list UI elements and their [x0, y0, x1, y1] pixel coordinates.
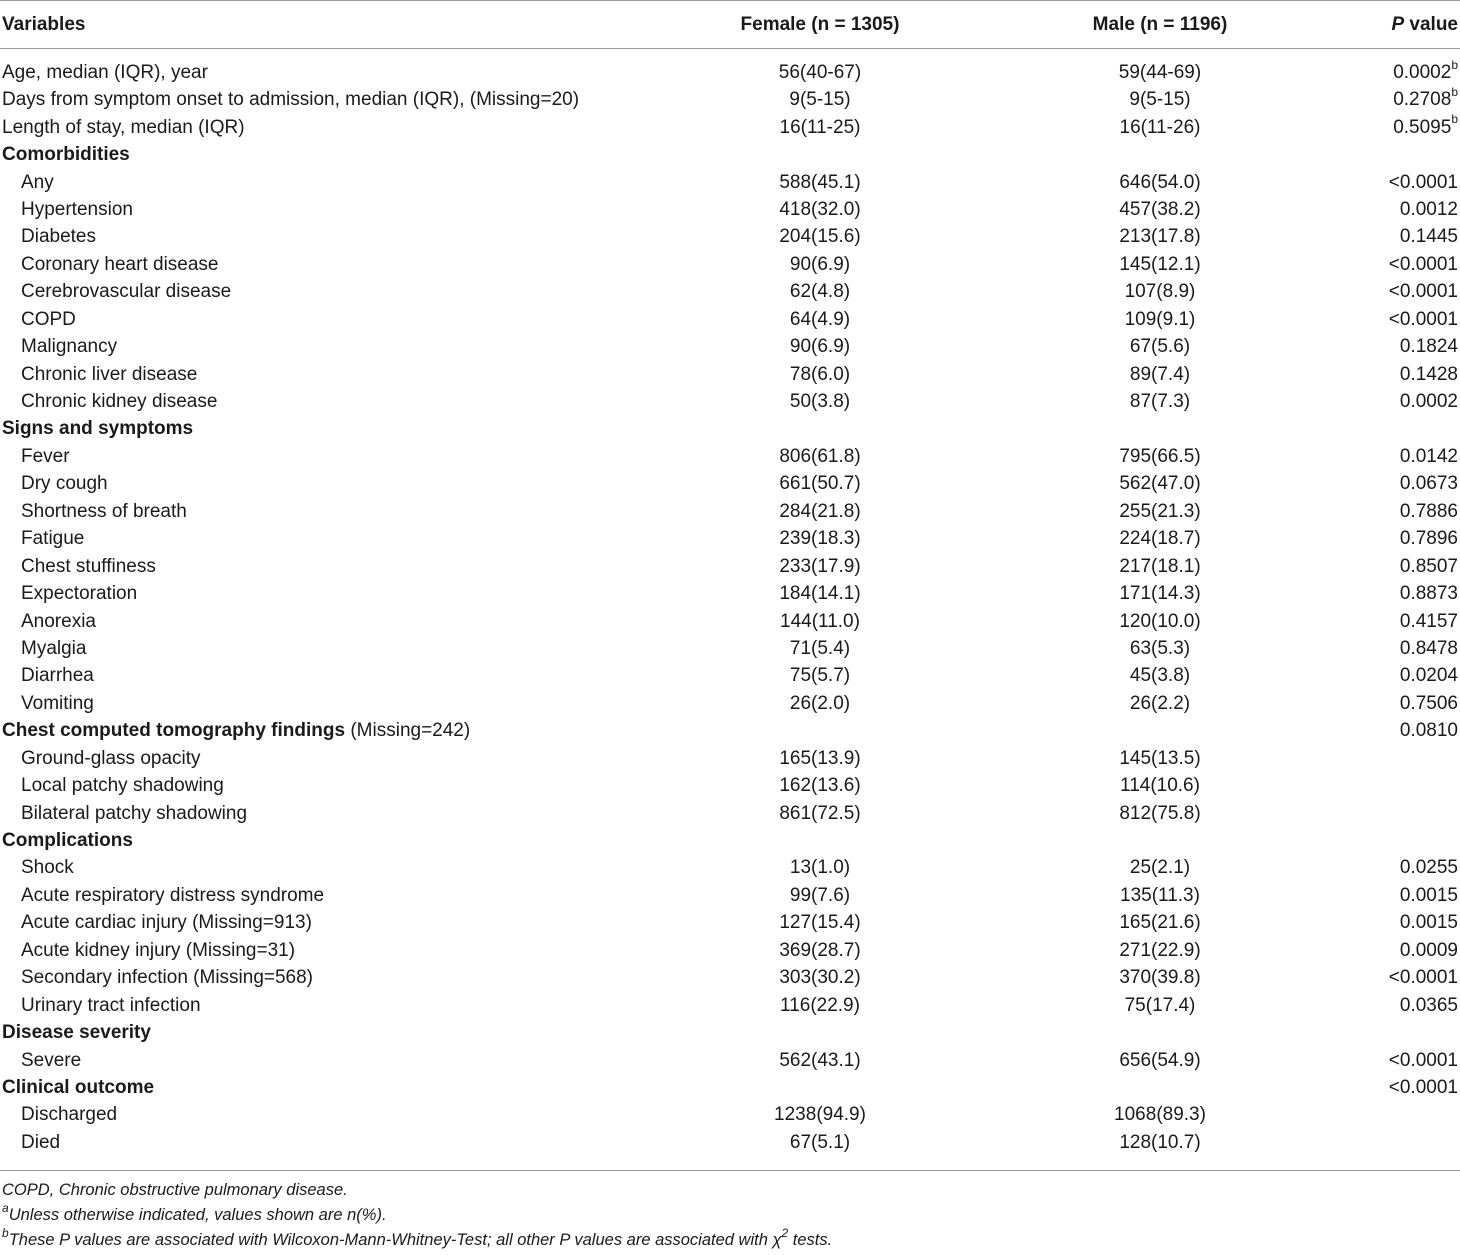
row-label	[0, 333, 640, 360]
table-row	[0, 251, 1460, 278]
cell-male: 255(21.3)	[1119, 500, 1201, 522]
cell-female: 806(61.8)	[779, 445, 861, 467]
cell-female: 144(11.0)	[780, 610, 860, 632]
cell-male: 271(22.9)	[1119, 939, 1201, 961]
cell-male	[1000, 1074, 1320, 1101]
cell-female: 661(50.7)	[779, 473, 861, 495]
row-label	[0, 168, 640, 195]
cell-female: 50(3.8)	[789, 391, 851, 413]
row-label	[0, 991, 640, 1018]
cell-female	[640, 1019, 1000, 1046]
row-label	[0, 580, 640, 607]
p-value-text: 0.4157	[1399, 610, 1458, 632]
row-label	[0, 607, 640, 634]
table-row	[0, 525, 1460, 552]
footnote-a-text: Unless otherwise indicated, values shown are n(%).	[8, 1206, 387, 1224]
table-row	[0, 745, 1460, 772]
row-label	[0, 498, 640, 525]
table-row	[0, 360, 1460, 387]
row-label-text: Severe	[21, 1049, 82, 1071]
p-value-text: 0.1824	[1399, 336, 1458, 358]
cell-p-value	[1320, 690, 1460, 717]
cell-p-value	[1320, 223, 1460, 250]
cell-female: 90(6.9)	[789, 253, 851, 275]
row-label-text: Clinical outcome	[2, 1076, 155, 1098]
cell-p-value	[1320, 717, 1460, 744]
cell-male: 1068(89.3)	[1114, 1104, 1206, 1126]
cell-female: 233(17.9)	[779, 555, 861, 577]
table-row	[0, 278, 1460, 305]
row-label	[0, 882, 640, 909]
cell-female: 62(4.8)	[789, 281, 851, 303]
row-label-text: Cerebrovascular disease	[21, 281, 232, 303]
cell-female	[640, 415, 1000, 442]
cell-p-value	[1320, 827, 1460, 854]
row-label-text: Signs and symptoms	[2, 418, 194, 440]
cell-p-value	[1320, 333, 1460, 360]
cell-p-value	[1320, 443, 1460, 470]
section-row	[0, 415, 1460, 442]
row-label	[0, 388, 640, 415]
footnote-b-chi: χ	[772, 1231, 782, 1249]
cell-female: 67(5.1)	[789, 1131, 851, 1153]
row-label	[0, 1074, 640, 1101]
footnote-b-tail: tests.	[788, 1231, 833, 1249]
cell-female: 1238(94.9)	[774, 1104, 866, 1126]
row-label	[0, 690, 640, 717]
cell-p-value	[1320, 882, 1460, 909]
cell-female: 562(43.1)	[779, 1049, 861, 1071]
row-label-text: Secondary infection (Missing=568)	[21, 967, 314, 989]
cell-female: 239(18.3)	[779, 528, 861, 550]
row-label-text: Fatigue	[21, 528, 85, 550]
row-label	[0, 745, 640, 772]
row-label-text: COPD	[21, 308, 76, 330]
cell-female: 9(5-15)	[789, 89, 851, 111]
footnote-a	[0, 1200, 387, 1225]
row-label	[0, 1101, 640, 1128]
p-value-text: <0.0001	[1388, 253, 1458, 275]
row-label-text: Chest stuffiness	[21, 555, 156, 577]
row-label	[0, 1129, 640, 1156]
table-row	[0, 607, 1460, 634]
cell-p-value	[1320, 196, 1460, 223]
row-label-text: Chronic liver disease	[21, 363, 198, 385]
table-row	[0, 964, 1460, 991]
cell-p-value	[1320, 1101, 1460, 1128]
row-label-text: Urinary tract infection	[21, 994, 201, 1016]
footnote-b	[0, 1225, 833, 1250]
row-label-text: Diarrhea	[21, 665, 94, 687]
cell-p-value	[1320, 86, 1460, 113]
row-label	[0, 909, 640, 936]
p-value-text: 0.0009	[1399, 939, 1458, 961]
p-value-text: <0.0001	[1388, 967, 1458, 989]
p-value-text: 0.8507	[1399, 555, 1458, 577]
row-label	[0, 49, 640, 87]
row-label-text: Vomiting	[21, 692, 94, 714]
footnote-a-mark: a	[2, 1200, 9, 1215]
cell-female: 75(5.7)	[789, 665, 851, 687]
cell-male: 114(10.6)	[1120, 775, 1200, 797]
table-row	[0, 306, 1460, 333]
section-row	[0, 827, 1460, 854]
row-label-text: Any	[21, 171, 54, 193]
table-row	[0, 168, 1460, 195]
p-value-text: 0.7886	[1399, 500, 1458, 522]
row-label	[0, 278, 640, 305]
cell-male: 109(9.1)	[1124, 308, 1196, 330]
cell-male: 63(5.3)	[1129, 637, 1191, 659]
cell-p-value	[1320, 772, 1460, 799]
table-row	[0, 1046, 1460, 1073]
table-row	[0, 552, 1460, 579]
cell-male	[1000, 141, 1320, 168]
cell-p-value	[1320, 278, 1460, 305]
row-label	[0, 854, 640, 881]
row-label-text: Chest computed tomography findings	[2, 720, 346, 742]
p-value-footnote-mark: b	[1451, 84, 1458, 99]
row-label-text: Diabetes	[21, 226, 96, 248]
cell-male: 59(44-69)	[1118, 62, 1202, 83]
cell-female: 56(40-67)	[778, 62, 862, 83]
header-variables: Variables	[0, 1, 640, 49]
cell-male: 795(66.5)	[1119, 445, 1201, 467]
cell-female	[640, 1074, 1000, 1101]
table-row	[0, 580, 1460, 607]
cell-p-value	[1320, 1019, 1460, 1046]
cell-female: 284(21.8)	[779, 500, 861, 522]
p-value-text: 0.0002	[1393, 62, 1452, 83]
row-label-text: Complications	[2, 830, 133, 852]
row-label-text: Myalgia	[21, 637, 87, 659]
row-label-text: Acute kidney injury (Missing=31)	[21, 939, 296, 961]
cell-female: 162(13.6)	[779, 775, 861, 797]
row-label	[0, 415, 640, 442]
row-label	[0, 360, 640, 387]
row-label-text: Died	[21, 1131, 61, 1153]
row-label-note: (Missing=242)	[345, 720, 471, 742]
row-label	[0, 86, 640, 113]
cell-male: 45(3.8)	[1129, 665, 1191, 687]
cell-male: 217(18.1)	[1119, 555, 1201, 577]
table-row	[0, 690, 1460, 717]
cell-male: 370(39.8)	[1119, 967, 1201, 989]
p-value-text: 0.0142	[1399, 445, 1458, 467]
cell-p-value	[1320, 937, 1460, 964]
p-value-text: 0.0255	[1399, 857, 1458, 879]
table-row	[0, 799, 1460, 826]
cell-male: 562(47.0)	[1119, 473, 1201, 495]
cell-female: 861(72.5)	[779, 802, 861, 824]
cell-p-value	[1320, 662, 1460, 689]
cell-p-value	[1320, 251, 1460, 278]
p-value-text: 0.1428	[1399, 363, 1458, 385]
p-value-text: 0.1445	[1399, 226, 1458, 248]
row-label-text: Shock	[21, 857, 74, 879]
cell-female: 588(45.1)	[779, 171, 861, 193]
p-value-footnote-mark: b	[1451, 112, 1458, 127]
row-label-text: Dry cough	[21, 473, 108, 495]
p-value-text: <0.0001	[1388, 171, 1458, 193]
p-value-text: 0.0673	[1399, 473, 1458, 495]
table-row	[0, 882, 1460, 909]
row-label	[0, 141, 640, 168]
cell-p-value	[1320, 168, 1460, 195]
cell-female: 64(4.9)	[789, 308, 851, 330]
cell-male: 145(12.1)	[1119, 253, 1201, 275]
row-label	[0, 772, 640, 799]
cell-p-value	[1320, 991, 1460, 1018]
p-value-text: 0.0204	[1399, 665, 1458, 687]
row-label	[0, 937, 640, 964]
footnote-b-text: These P values are associated with Wilcoxon-Mann-Whitney-Test; all other P values are associated with	[8, 1231, 773, 1249]
row-label-text: Comorbidities	[2, 144, 130, 166]
row-label	[0, 799, 640, 826]
header-p-rest: value	[1404, 13, 1458, 35]
table-row	[0, 470, 1460, 497]
cell-male	[1000, 1019, 1320, 1046]
cell-female: 165(13.9)	[779, 747, 861, 769]
cell-male: 89(7.4)	[1129, 363, 1191, 385]
row-label	[0, 443, 640, 470]
section-row	[0, 1074, 1460, 1101]
row-label-text: Coronary heart disease	[21, 253, 219, 275]
table-row	[0, 635, 1460, 662]
cell-male: 120(10.0)	[1119, 610, 1201, 632]
cell-male: 25(2.1)	[1129, 857, 1191, 879]
row-label-text: Days from symptom onset to admission, median (IQR), (Missing=20)	[2, 89, 580, 111]
cell-female	[640, 141, 1000, 168]
table-row	[0, 196, 1460, 223]
cell-p-value	[1320, 1074, 1460, 1101]
cell-female: 369(28.7)	[779, 939, 861, 961]
cell-female: 26(2.0)	[789, 692, 851, 714]
row-label-text: Acute respiratory distress syndrome	[21, 884, 325, 906]
header-p-letter: P	[1391, 13, 1405, 35]
table-row	[0, 1101, 1460, 1128]
cell-male: 128(10.7)	[1119, 1131, 1201, 1153]
row-label	[0, 223, 640, 250]
cell-female: 13(1.0)	[789, 857, 851, 879]
row-label	[0, 1046, 640, 1073]
p-value-text: <0.0001	[1388, 1076, 1458, 1098]
row-label-text: Age, median (IQR), year	[2, 62, 208, 83]
p-value-text: 0.0365	[1399, 994, 1458, 1016]
cell-male: 213(17.8)	[1119, 226, 1201, 248]
cell-p-value	[1320, 360, 1460, 387]
cell-male: 812(75.8)	[1119, 802, 1201, 824]
cell-female: 184(14.1)	[779, 583, 861, 605]
p-value-text: 0.0015	[1399, 884, 1458, 906]
cell-female: 78(6.0)	[789, 363, 851, 385]
cell-p-value	[1320, 635, 1460, 662]
table-row	[0, 223, 1460, 250]
cell-p-value	[1320, 799, 1460, 826]
p-value-text: 0.0810	[1399, 720, 1458, 742]
row-label	[0, 196, 640, 223]
cell-female: 16(11-25)	[779, 116, 861, 138]
row-label-text: Expectoration	[21, 583, 138, 605]
cell-male: 107(8.9)	[1124, 281, 1196, 303]
p-value-text: 0.0002	[1399, 391, 1458, 413]
p-value-text: 0.2708	[1393, 89, 1452, 111]
cell-male	[1000, 717, 1320, 744]
cell-p-value	[1320, 141, 1460, 168]
row-label-text: Discharged	[21, 1104, 118, 1126]
table-row	[0, 854, 1460, 881]
p-value-footnote-mark: b	[1451, 57, 1458, 72]
cell-p-value	[1320, 1046, 1460, 1073]
section-row	[0, 1019, 1460, 1046]
cell-male: 135(11.3)	[1120, 884, 1200, 906]
cell-p-value	[1320, 388, 1460, 415]
cell-male: 9(5-15)	[1129, 89, 1191, 111]
p-value-text: 0.8478	[1399, 637, 1458, 659]
row-label	[0, 717, 640, 744]
footnote-b-chi-sup: 2	[781, 1225, 789, 1240]
cell-male: 67(5.6)	[1129, 336, 1191, 358]
row-label	[0, 964, 640, 991]
row-label	[0, 635, 640, 662]
cell-female	[640, 827, 1000, 854]
table-header	[0, 1, 1460, 49]
row-label-text: Length of stay, median (IQR)	[2, 116, 245, 138]
cell-female: 418(32.0)	[779, 198, 861, 220]
p-value-text: 0.7896	[1399, 528, 1458, 550]
cell-female: 116(22.9)	[780, 994, 860, 1016]
header-male: Male (n = 1196)	[1000, 1, 1320, 49]
cell-male: 224(18.7)	[1119, 528, 1201, 550]
cell-male: 75(17.4)	[1124, 994, 1196, 1016]
table-bottom-rule	[0, 1170, 1460, 1171]
row-label-text: Fever	[21, 445, 70, 467]
table-row	[0, 991, 1460, 1018]
row-label	[0, 113, 640, 140]
row-label-text: Disease severity	[2, 1022, 151, 1044]
section-row	[0, 141, 1460, 168]
header-female: Female (n = 1305)	[640, 1, 1000, 49]
cell-male: 145(13.5)	[1119, 747, 1201, 769]
row-label	[0, 1019, 640, 1046]
cell-female: 99(7.6)	[789, 884, 851, 906]
table-row	[0, 443, 1460, 470]
row-label-text: Shortness of breath	[21, 500, 187, 522]
row-label	[0, 251, 640, 278]
p-value-text: 0.0015	[1399, 912, 1458, 934]
p-value-text: <0.0001	[1388, 281, 1458, 303]
row-label-text: Ground-glass opacity	[21, 747, 201, 769]
table-row	[0, 909, 1460, 936]
cell-male	[1000, 415, 1320, 442]
row-label	[0, 827, 640, 854]
cell-p-value	[1320, 306, 1460, 333]
cell-p-value	[1320, 470, 1460, 497]
cell-female: 204(15.6)	[779, 226, 861, 248]
cell-p-value	[1320, 607, 1460, 634]
table-row	[0, 86, 1460, 113]
cell-p-value	[1320, 1129, 1460, 1156]
cell-p-value	[1320, 854, 1460, 881]
row-label-text: Bilateral patchy shadowing	[21, 802, 248, 824]
cell-female: 127(15.4)	[779, 912, 861, 934]
cell-p-value	[1320, 909, 1460, 936]
table-row	[0, 498, 1460, 525]
cell-male: 16(11-26)	[1119, 116, 1201, 138]
cell-male: 26(2.2)	[1129, 692, 1191, 714]
table-row	[0, 1129, 1460, 1156]
row-label-text: Hypertension	[21, 198, 133, 220]
cell-male: 457(38.2)	[1119, 198, 1201, 220]
row-label-text: Local patchy shadowing	[21, 775, 224, 797]
cell-male	[1000, 827, 1320, 854]
cell-p-value	[1320, 498, 1460, 525]
p-value-text: 0.8873	[1399, 583, 1458, 605]
cell-male: 87(7.3)	[1129, 391, 1191, 413]
row-label	[0, 662, 640, 689]
cell-female	[640, 717, 1000, 744]
table-row	[0, 388, 1460, 415]
cell-p-value	[1320, 964, 1460, 991]
table-row	[0, 772, 1460, 799]
footnote-copd: COPD, Chronic obstructive pulmonary disease.	[2, 1181, 348, 1199]
cell-p-value	[1320, 552, 1460, 579]
cell-p-value	[1320, 745, 1460, 772]
cell-female: 71(5.4)	[789, 637, 851, 659]
row-label-text: Acute cardiac injury (Missing=913)	[21, 912, 312, 934]
cell-male: 171(14.3)	[1119, 583, 1201, 605]
p-value-text: <0.0001	[1388, 308, 1458, 330]
table-body	[0, 49, 1460, 1157]
row-label	[0, 470, 640, 497]
cell-male: 165(21.6)	[1119, 912, 1201, 934]
cell-female: 303(30.2)	[779, 967, 861, 989]
table-row	[0, 662, 1460, 689]
row-label	[0, 306, 640, 333]
table-row	[0, 333, 1460, 360]
cell-male: 646(54.0)	[1119, 171, 1201, 193]
p-value-text: <0.0001	[1388, 1049, 1458, 1071]
cell-p-value	[1320, 580, 1460, 607]
cell-p-value	[1320, 415, 1460, 442]
p-value-text: 0.5095	[1393, 116, 1452, 138]
row-label-text: Anorexia	[21, 610, 96, 632]
footnote-b-mark: b	[2, 1225, 9, 1240]
section-row	[0, 717, 1460, 744]
table-row	[0, 113, 1460, 140]
p-value-text: 0.0012	[1399, 198, 1458, 220]
cell-p-value	[1320, 113, 1460, 140]
cell-p-value	[1320, 49, 1460, 87]
header-p-value	[1320, 1, 1460, 49]
p-value-text: 0.7506	[1399, 692, 1458, 714]
table-row	[0, 937, 1460, 964]
cell-female: 90(6.9)	[789, 336, 851, 358]
cell-p-value	[1320, 525, 1460, 552]
row-label-text: Chronic kidney disease	[21, 391, 218, 413]
row-label-text: Malignancy	[21, 336, 118, 358]
cell-male: 656(54.9)	[1119, 1049, 1201, 1071]
table-row	[0, 49, 1460, 87]
row-label	[0, 525, 640, 552]
row-label	[0, 552, 640, 579]
